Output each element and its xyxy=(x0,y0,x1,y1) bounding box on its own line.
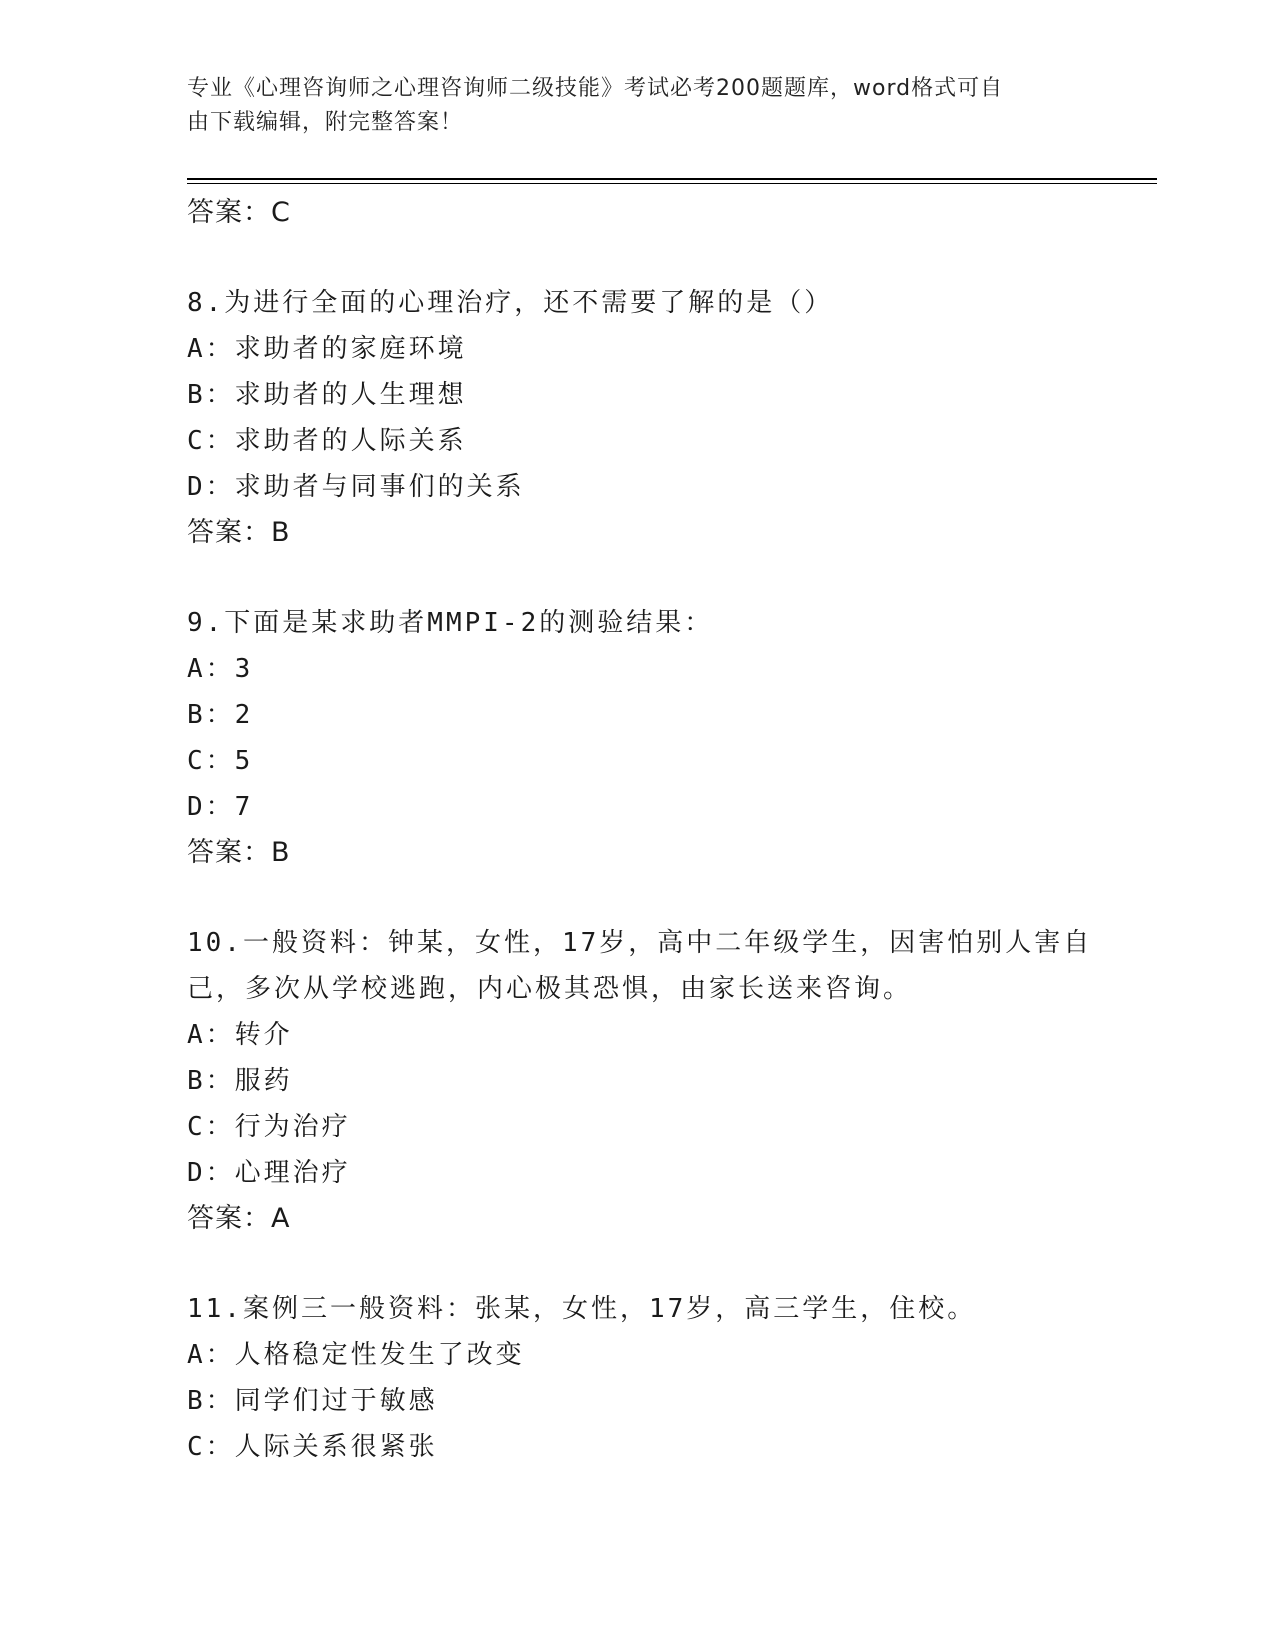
option-b: B：2 xyxy=(187,700,254,730)
document-header xyxy=(187,72,1077,140)
option-c: C：求助者的人际关系 xyxy=(187,426,467,456)
question-stem: 10.一般资料：钟某，女性，17岁，高中二年级学生，因害怕别人害自 xyxy=(187,928,1093,958)
question-stem-continued: 己，多次从学校逃跑，内心极其恐惧，由家长送来咨询。 xyxy=(187,974,913,1004)
answer-line: 答案：A xyxy=(187,1203,291,1234)
question-stem: 9.下面是某求助者MMPI-2的测验结果： xyxy=(187,608,714,638)
option-a: A：转介 xyxy=(187,1020,293,1050)
option-d: D：心理治疗 xyxy=(187,1158,351,1188)
answer-line: 答案：B xyxy=(187,517,291,548)
question-list xyxy=(187,190,1093,1470)
question-block xyxy=(187,280,1087,556)
option-a: A：3 xyxy=(187,654,254,684)
option-c: C：人际关系很紧张 xyxy=(187,1432,438,1462)
option-c: C：行为治疗 xyxy=(187,1112,351,1142)
option-b: B：同学们过于敏感 xyxy=(187,1386,438,1416)
header-line-2: 由下载编辑，附完整答案！ xyxy=(187,110,464,135)
option-a: A：人格稳定性发生了改变 xyxy=(187,1340,525,1370)
option-c: C：5 xyxy=(187,746,254,776)
option-b: B：服药 xyxy=(187,1066,293,1096)
option-d: D：7 xyxy=(187,792,254,822)
question-block xyxy=(187,600,1087,876)
header-rule-thick xyxy=(187,178,1157,180)
option-d: D：求助者与同事们的关系 xyxy=(187,472,525,502)
question-stem: 11.案例三一般资料：张某，女性，17岁，高三学生，住校。 xyxy=(187,1294,977,1324)
answer-line: 答案：B xyxy=(187,837,291,868)
option-b: B：求助者的人生理想 xyxy=(187,380,467,410)
question-block xyxy=(187,1286,1087,1470)
question-block xyxy=(187,920,1093,1242)
header-line-1: 专业《心理咨询师之心理咨询师二级技能》考试必考200题题库，word格式可自 xyxy=(187,76,1004,101)
question-stem: 8.为进行全面的心理治疗，还不需要了解的是（） xyxy=(187,288,834,318)
option-a: A：求助者的家庭环境 xyxy=(187,334,467,364)
header-rule-thin xyxy=(187,183,1157,184)
answer-line: 答案：C xyxy=(187,197,291,228)
